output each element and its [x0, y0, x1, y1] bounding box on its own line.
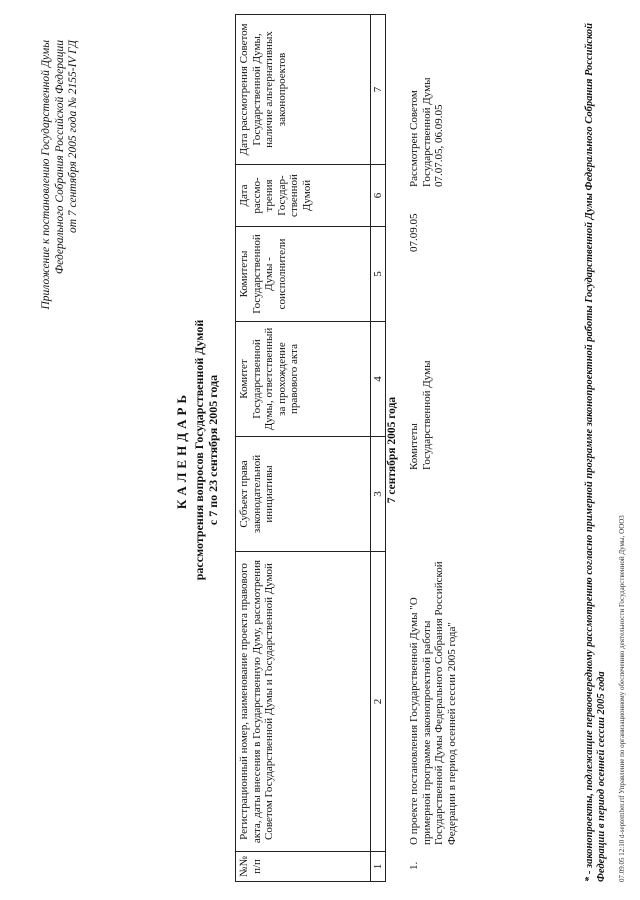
appendix-note [40, 40, 81, 340]
column-number: 5 [371, 227, 386, 322]
footnote: * - законопроекты, подлежащие первоочередному рассмотрению согласно примерной программе законопроектной работы Государственной Думы Федерального Собрания Российской Федерации в период осенней сессии 2005 года [584, 23, 607, 882]
item-description: О проекте постановления Государственной Думы "О примерной программе законопроектной работы Государственной Думы Федерального Собрания Российской Федерации в период осенней сессии 2005 года" [408, 561, 458, 845]
header-number: №№ п/п [236, 852, 371, 882]
item-number: 1. [408, 861, 420, 870]
appendix-line-2: Федерального Собрания Российской Федерации [53, 40, 66, 275]
header-co-committees: Комитеты Государственной Думы - соисполнители [236, 227, 371, 322]
header-responsible-committee: Комитет Государственной Думы, ответственный за прохождение правового акта [236, 322, 371, 437]
document-subtitle-2: с 7 по 23 сентября 2005 года [206, 374, 220, 526]
column-number: 7 [371, 15, 386, 165]
column-number: 2 [371, 552, 386, 852]
section-date-heading: 7 сентября 2005 года [386, 396, 398, 504]
calendar-table [235, 14, 386, 882]
column-number: 1 [371, 852, 386, 882]
appendix-line-3: от 7 сентября 2005 года № 2155-IV ГД [67, 40, 79, 234]
column-number: 4 [371, 322, 386, 437]
item-committee: Комитеты Государственной Думы [408, 360, 433, 470]
page-footer: 07.09.05 12:10 d-september.rtf Управление по организационному обеспечению деятельности Государственной Думы, ООО3 [618, 515, 626, 882]
column-number: 6 [371, 165, 386, 227]
appendix-line-1: Приложение к постановлению Государственной Думы [40, 40, 52, 310]
header-duma-date: Дата рассмо-трения Государ-ственной Думой [236, 165, 371, 227]
item-duma-date: 07.09.05 [408, 213, 420, 252]
document-title: КАЛЕНДАРЬ [174, 390, 189, 510]
column-number: 3 [371, 437, 386, 552]
item-council-note: Рассмотрен Советом Государственной Думы 07.07.05, 06.09.05 [408, 77, 445, 187]
header-initiator: Субъект права законодательной инициативы [236, 437, 371, 552]
document-subtitle-1: рассмотрения вопросов Государственной Думой [192, 319, 206, 581]
header-registration: Регистрационный номер, наименование проекта правового акта, даты внесения в Государственную Думу, рассмотрения Советом Государственной Думы и Государственной Думой [236, 552, 371, 852]
header-council-date: Дата рассмотрения Советом Государственной Думы, наличие альтернативных законопроектов [236, 15, 371, 165]
